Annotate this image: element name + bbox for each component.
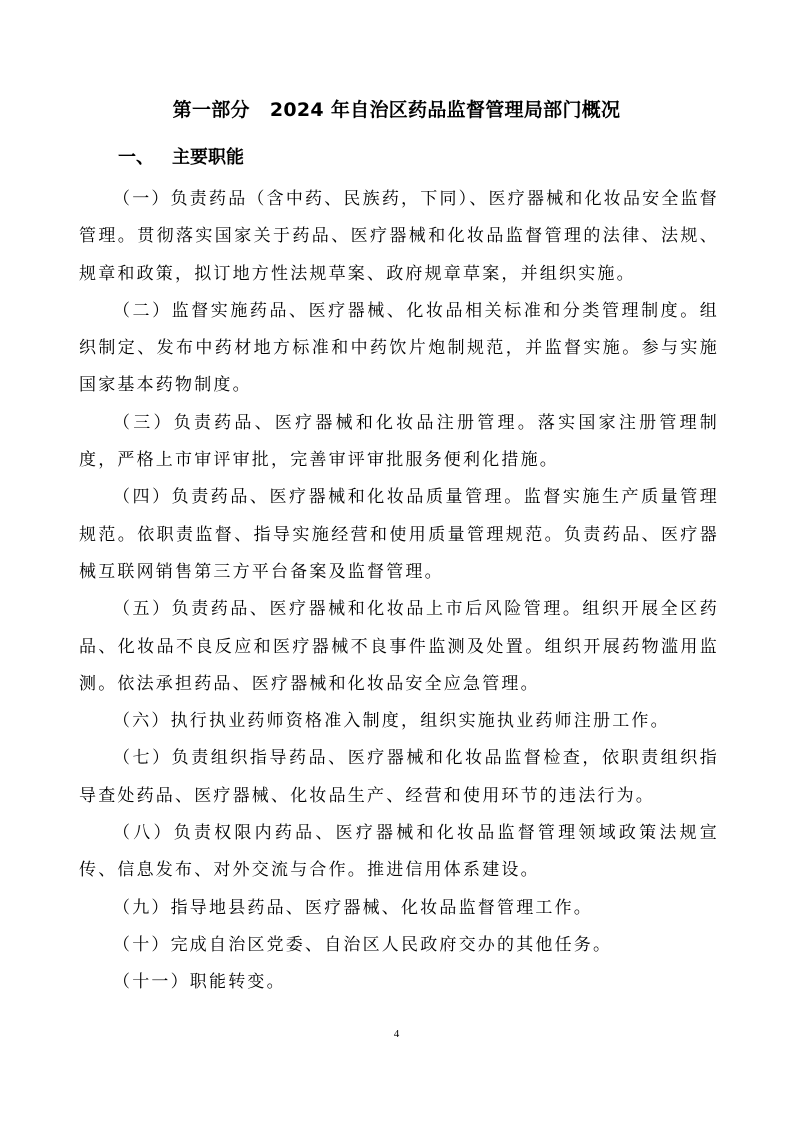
paragraph-2: （二）监督实施药品、医疗器械、化妆品相关标准和分类管理制度。组织制定、发布中药材地方标准和中药饮片炮制规范，并监督实施。参与实施国家基本药物制度。: [79, 300, 719, 396]
paragraph-1: （一）负责药品（含中药、民族药，下同）、医疗器械和化妆品安全监督管理。贯彻落实国家关于药品、医疗器械和化妆品监督管理的法律、法规、规章和政策，拟订地方性法规草案、政府规章草案，并组织实施。: [79, 189, 719, 284]
page-title: [0, 95, 793, 125]
page-number: 4: [393, 1028, 400, 1040]
paragraph-5: （五）负责药品、医疗器械和化妆品上市后风险管理。组织开展全区药品、化妆品不良反应和医疗器械不良事件监测及处置。组织开展药物滥用监测。依法承担药品、医疗器械和化妆品安全应急管理。: [79, 599, 719, 694]
paragraph-11: （十一）职能转变。: [113, 972, 286, 993]
section-title: 主要职能: [172, 147, 244, 168]
body-text: [79, 181, 719, 1002]
paragraph-6: （六）执行执业药师资格准入制度，组织实施执业药师注册工作。: [113, 711, 670, 732]
paragraph-3: （三）负责药品、医疗器械和化妆品注册管理。落实国家注册管理制度，严格上市审评审批，完善审评审批服务便利化措施。: [79, 412, 719, 471]
title-main-text: 2024 年自治区药品监督管理局部门概况: [269, 99, 621, 121]
paragraph-4: （四）负责药品、医疗器械和化妆品质量管理。监督实施生产质量管理规范。依职责监督、指导实施经营和使用质量管理规范。负责药品、医疗器械互联网销售第三方平台备案及监督管理。: [79, 487, 719, 582]
paragraph-10: （十）完成自治区党委、自治区人民政府交办的其他任务。: [113, 934, 613, 955]
section-heading: [118, 143, 244, 173]
paragraph-7: （七）负责组织指导药品、医疗器械和化妆品监督检查，依职责组织指导查处药品、医疗器械、化妆品生产、经营和使用环节的违法行为。: [79, 748, 719, 806]
paragraph-9: （九）指导地县药品、医疗器械、化妆品监督管理工作。: [113, 897, 593, 918]
section-number: 一、: [118, 147, 154, 168]
paragraph-8: （八）负责权限内药品、医疗器械和化妆品监督管理领域政策法规宣传、信息发布、对外交流与合作。推进信用体系建设。: [79, 823, 719, 881]
title-part-label: 第一部分: [172, 99, 250, 121]
